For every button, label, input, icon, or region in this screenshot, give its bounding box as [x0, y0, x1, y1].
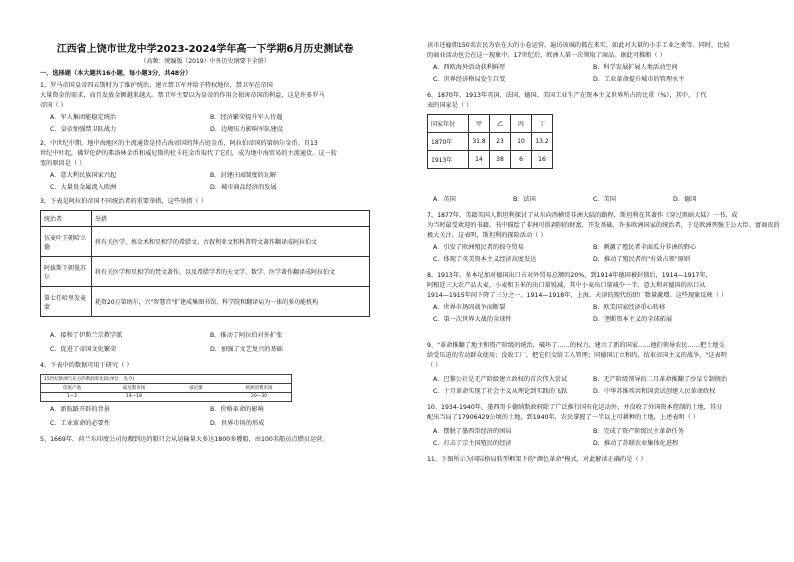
q4-option-a: A．新航路开辟的背景 [50, 406, 110, 413]
q3-table [40, 210, 370, 317]
q7-line3: 极大关注。这表明，斯坦利的探险活动（ ） [427, 232, 547, 239]
q6-r1-c5: 13.2 [532, 133, 553, 151]
q8-option-d: D．垄断资本主义的全球拓展 [593, 316, 673, 323]
q8-option-b: B．欧美国家经济重心转移 [593, 304, 666, 311]
q3-text: 3、下表是阿拉伯帝国不同统治者的重要举措，这些举措（ ） [40, 198, 207, 205]
q7-option-d: D．推动了殖民者的"有效占领"原则 [593, 256, 691, 263]
q9-line3: （ ） [427, 362, 442, 369]
q1-line2: 大量资金的需求，而且发放金额越来越大。禁卫军主要以为皇帝的作用会损害帝国的利益，这是许多罗马 [40, 92, 325, 99]
q3-option-b: B．推动了阿拉伯对外扩张 [210, 332, 283, 339]
q6-r2-c2: 14 [469, 151, 490, 169]
q6-head-5: 丁 [532, 115, 553, 133]
q10-option-a: A．摆脱了墨西哥经济的困局 [433, 428, 512, 435]
q10-option-b: B．完成了资产阶级民主革命任务 [593, 428, 684, 435]
q2-option-d: D．城市商品经济的发展 [210, 184, 277, 191]
q7-line2: 为当时最受欢迎的书籍。书中描绘了非洲可供剥削的财富，开发基础，许多欧洲国家的统治者，于是欧洲列强王公大臣、富商贵的 [427, 222, 780, 229]
q5-option-b: B．科学发展扩展人类活动空间 [593, 64, 678, 71]
q7-option-c: C．体现了英美资本主义经济高度发达 [433, 256, 537, 263]
q6-option-d: D．德国 [673, 196, 697, 203]
q1-option-c: C．皇帝加强禁卫队战力 [50, 126, 117, 133]
q1-option-b: B．经济繁荣提升军人待遇 [210, 114, 283, 121]
q6-head-4: 丙 [511, 115, 532, 133]
q4-val-4: 20—30 [251, 394, 267, 399]
q4-col-3: 威尼斯 [189, 386, 203, 391]
q8-option-c: C．第一次世界大战的全球性 [433, 316, 512, 323]
q6-r2-c3: 38 [490, 151, 511, 169]
q4-val-1: 1—2 [66, 394, 78, 399]
q6-option-a: A．英国 [433, 196, 456, 203]
q6-option-b: B．法国 [513, 196, 536, 203]
q6-head-2: 甲 [469, 115, 490, 133]
q5-option-a: A．西欧海外活动获利鲜厚 [433, 64, 506, 71]
q9-option-c: C．十月革命实现了社会主义从理论到实践的飞跃 [433, 388, 568, 395]
q9-option-d: D．中华苏维埃共和国尝试创建人民革命政权 [593, 388, 716, 395]
q3-col-ruler: 统治者 [41, 211, 92, 227]
q6-r1-c3: 23 [490, 133, 511, 151]
page-subtitle: （高频：统编版（2019）中外历史纲要下全册） [140, 58, 270, 65]
q6-option-c: C．美国 [593, 196, 616, 203]
q3-act-1: 将有关医学、炼金术和星相学的希腊文、古叙利亚文和科普特文著作翻译成阿拉伯文 [92, 227, 370, 257]
q2-line1: 2、中世纪中期，地中海地区的主流通货是持占海帝国的拜占庭金币、阿拉伯帝国的第纳尔金币。自13 [40, 140, 318, 147]
q2-line3: 变的原因是（ ） [40, 160, 86, 167]
q3-col-action: 举措 [92, 211, 370, 227]
q6-r1-c2: 31.8 [469, 133, 490, 151]
q11-text: 11、下图所示为国际格局转型框架下的"颜色革命"模式，对此解读正确的是（ ） [427, 456, 647, 463]
section-heading: 一、选择题（本大题共16小题，每小题3分，共48分） [40, 70, 192, 77]
q6-head-1: 国家年份 [428, 115, 469, 133]
q4-col-4: 欧洲消费市场 [245, 386, 273, 391]
q3-ruler-2: 阿拔斯王朝曼苏尔 [41, 257, 92, 287]
q5-cont-line2: 的商业活动也会在这一现象中。17世纪后，欧洲人第一次领取了商品。据此可推断（ ） [427, 52, 666, 59]
q3-act-3: 耗资20万第纳尔，兴"智慧宫"扩建成集图书馆、科学院和翻译局为一体的多功能机构 [92, 287, 370, 317]
q3-act-2: 将有关医学和星相学的梵文著作，以及希腊学者的天文学、数学、医学著作翻译成阿拉伯文 [92, 257, 370, 287]
q6-r2-c4: 6 [511, 151, 532, 169]
q5-text: 5、1669年，荷兰东印度公司每艘到达的船只会从运输量大多达1800多艘船，由100名船员点燃员运营。 [40, 436, 329, 443]
q8-line3: 1914—1915年间下降了三分之一。1914—1918年，上海、天津的现代纺织厂数量激增。这些现象反映（ ） [427, 292, 728, 299]
q9-line1: 9、"革命推翻了地主和资产阶级的统治，破坏了……的权力，建立了新的国家……他们领导农民……把土地交 [427, 342, 725, 349]
q3-option-a: A．接和了伊斯兰宗教学派 [50, 332, 123, 339]
q5-option-c: C．世界经济格局发生巨变 [433, 76, 506, 83]
q4-option-c: C．工业革命的必要性 [50, 420, 111, 427]
q6-r1-c4: 10 [511, 133, 532, 151]
q2-option-b: B．封建庄园制度的瓦解 [210, 172, 277, 179]
q1-option-a: A．军人集团能稳定统治 [50, 114, 117, 121]
q9-option-b: B．无产阶级领导的二月革命推翻了沙皇专制统治 [593, 376, 728, 383]
q4-col-2: 威尼斯市场 [122, 386, 146, 391]
q1-line1: 1、罗马帝国皇帝四五斯时为了维护统治，建立禁卫军并给予特权地位，禁卫军在帝国 [40, 82, 273, 89]
q4-val-2: 14—18 [126, 394, 142, 399]
q1-option-d: D．边境压力影响军队建设 [210, 126, 283, 133]
q7-option-a: A．引发了欧洲殖民者的掠夺贸易 [433, 244, 524, 251]
q8-option-a: A．世界市场因战争而断裂 [433, 304, 506, 311]
q6-r2-c1: 1913年 [428, 151, 469, 169]
q3-option-d: D．加强了文艺复兴的基础 [210, 346, 283, 353]
q6-text-2: 表的国家是（ ） [427, 102, 473, 109]
q5-option-d: D．工业革命提升城市的管理水平 [593, 76, 685, 83]
q6-r1-c1: 1870年 [428, 133, 469, 151]
q10-line1: 10、1934-1940年，墨西哥卡德纳斯政府除了广泛推行国有化运动外，并没收了外国资本控制的土地，其分 [427, 404, 723, 411]
q3-ruler-3: 第七任哈里发麦蒙 [41, 287, 92, 317]
q9-option-a: A．巴黎公社是无产阶级建立政权的首次伟大尝试 [433, 376, 568, 383]
q2-option-a: A．意大利民族国家兴起 [50, 172, 117, 179]
q4-mini-table [40, 374, 292, 402]
q6-text: 6、1870年、1913年英国、法国、德国、美国工业生产在资本主义世界所占的比重（%），其中，丁代 [427, 92, 707, 99]
q3-ruler-1: 伍麦叶王朝哈立德 [41, 227, 92, 257]
q4-col-1: 印度产地 [63, 386, 81, 391]
q9-line2: 给受压迫的劳动群众使用；没收工厂，把它们交给工人管理；同德国订立和约，结束帝国主义的战争。"这表明 [427, 352, 727, 359]
q10-line2: 配出当局了17906429公顷的土地，到1940年，农民掌握了一半以上可耕种的土地，上述表明（ ） [427, 414, 699, 421]
q1-line3: 帝国（ ） [40, 102, 67, 109]
q10-option-d: D．推动了苏联农业集体化进程 [593, 440, 679, 447]
q8-line2: 阿根廷三大农产品大麦、小麦和玉米的出口量锐减，其中小麦出口量减少一半，意大利对德国的出口从 [427, 282, 706, 289]
q4-option-d: D．世界市场的形成 [210, 420, 265, 427]
q7-option-b: B．刺激了殖民者全面瓜分非洲的野心 [593, 244, 697, 251]
q8-line1: 8、1913年，多本尼加对德国出口占对外贸易总额的20%，到1914年德国被封锁后，1914—1917年， [427, 272, 712, 279]
q2-line2: 世纪中叶起，佛罗伦萨的弗洛林金币和威尼斯的杜卡托金币取代了它们，成为地中海贸易的主流通货。这一转 [40, 150, 337, 157]
q6-r2-c5: 16 [532, 151, 553, 169]
q6-table [427, 114, 553, 169]
q4-option-b: B．价格革命的影响 [210, 406, 264, 413]
q7-line1: 7、1877年，美籍英国人斯坦利探讨了从东向西横贯非洲大陆的路程，斯坦利在其著作《穿过黑暗大陆》一书，成 [427, 212, 738, 219]
q2-option-c: C．大量贵金属流入欧洲 [50, 184, 117, 191]
right-page [397, 0, 794, 562]
q10-option-c: C．打击了宗主国殖民的经济 [433, 440, 512, 447]
q4-mini-caption: 15世纪欧洲与东方的利润率比较(单位：先令) [44, 377, 135, 382]
q4-text: 4、下表中的数据可用于研究（ ） [40, 362, 133, 369]
q5-cont-line1: 该市还雇佣150名农民为农在大的小卷运营，遍访该城的都在来实，如此对大量的小手工业之类等。同时，比较 [427, 42, 730, 49]
q3-option-c: C．促进了帝国文化繁荣 [50, 346, 117, 353]
q6-head-3: 乙 [490, 115, 511, 133]
page-title: 江西省上饶市世龙中学2023-2024学年高一下学期6月历史测试卷 [56, 44, 354, 55]
